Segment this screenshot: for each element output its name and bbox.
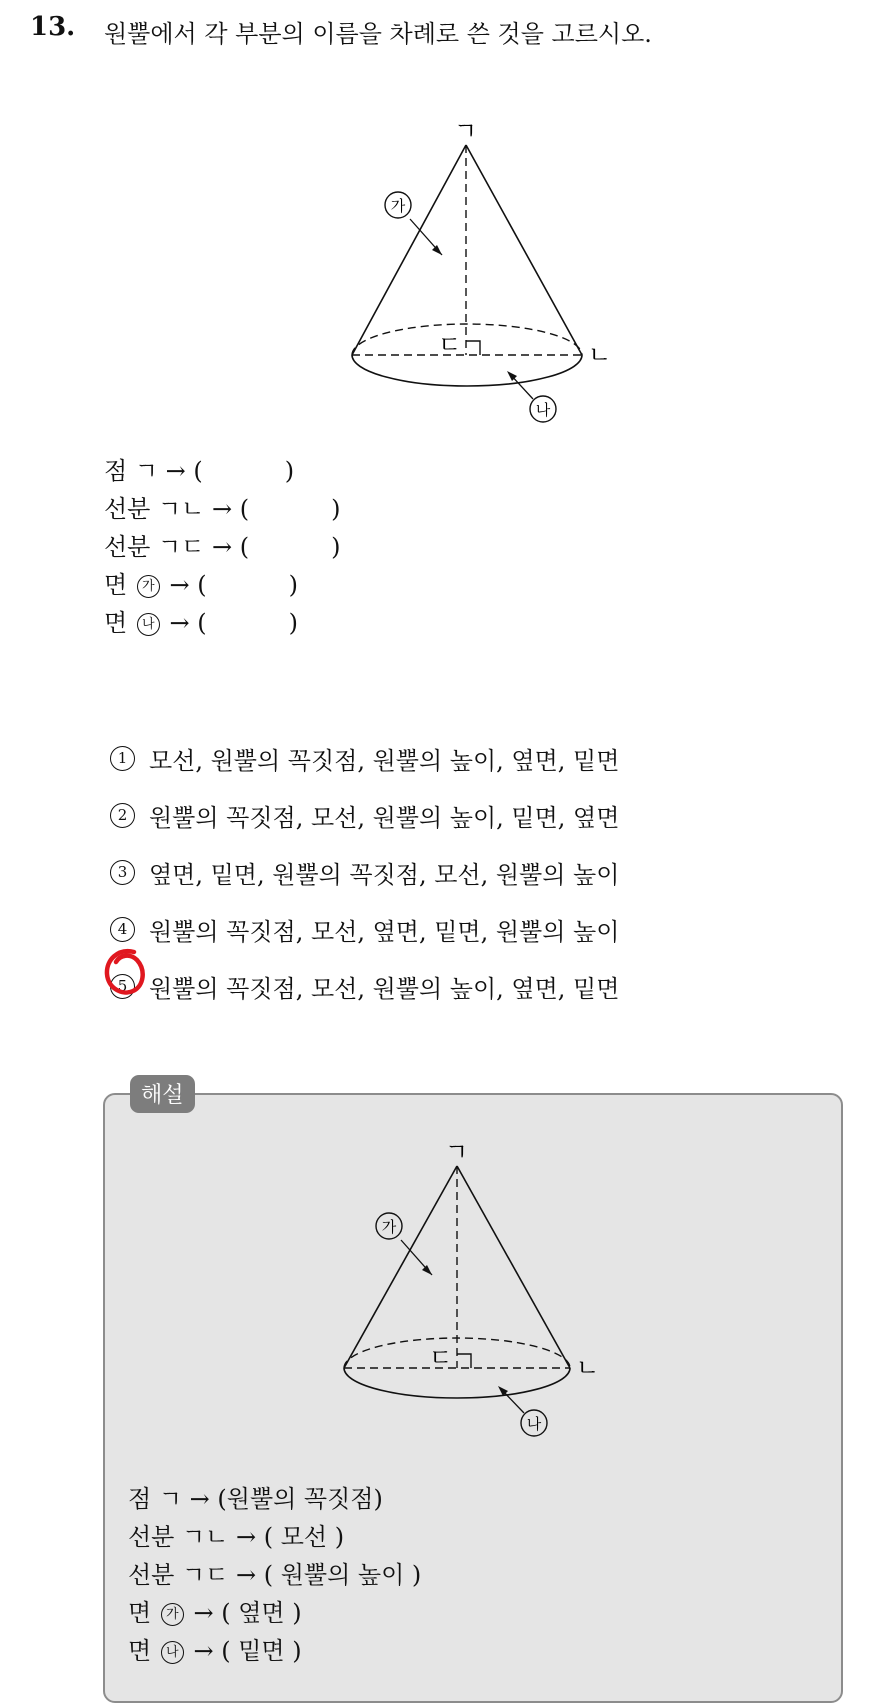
blank-open: ( <box>193 457 203 485</box>
arrow: → <box>193 1599 214 1627</box>
choice-number: 2 <box>110 803 135 828</box>
blank-term: 선분 ㄱㄴ → <box>104 495 233 523</box>
answer-row <box>128 1480 421 1518</box>
blank-close: ) <box>331 533 341 561</box>
center-label: ㄷ <box>429 1344 453 1372</box>
answer-value: (원뿔의 꼭짓점) <box>217 1485 383 1513</box>
blank-term: 선분 ㄱㄷ → <box>104 533 233 561</box>
answer-mark <box>100 946 152 1000</box>
explanation-cone-figure <box>330 1138 620 1448</box>
choice-text: 원뿔의 꼭짓점, 모선, 옆면, 밑면, 원뿔의 높이 <box>149 918 620 946</box>
apex-label: ㄱ <box>454 117 478 145</box>
answer-row <box>128 1556 421 1594</box>
blank-open: ( <box>239 533 250 561</box>
blank-term: 면 <box>104 609 128 637</box>
arrow: → <box>169 609 190 637</box>
circled-label: 가 <box>161 1603 184 1626</box>
answer-value: ( 밑면 ) <box>221 1637 302 1665</box>
choice-number: 1 <box>110 746 135 771</box>
blank-open: ( <box>197 609 207 637</box>
arrow: → <box>169 571 190 599</box>
lateral-label: 가 <box>381 1218 397 1236</box>
edge-label: ㄴ <box>576 1354 600 1382</box>
base-label: 나 <box>526 1415 542 1433</box>
explanation-tab: 해설 <box>130 1075 195 1113</box>
question-number: 13. <box>30 12 76 42</box>
choice-text: 원뿔의 꼭짓점, 모선, 원뿔의 높이, 옆면, 밑면 <box>149 975 620 1003</box>
answer-term: 점 ㄱ → <box>128 1485 210 1513</box>
blank-row <box>104 528 341 566</box>
answer-row <box>128 1594 421 1632</box>
blank-list <box>104 452 341 642</box>
blank-open: ( <box>239 495 250 523</box>
answer-row <box>128 1632 421 1670</box>
edge-label: ㄴ <box>588 341 612 369</box>
blank-row <box>104 566 341 604</box>
choice-text: 옆면, 밑면, 원뿔의 꼭짓점, 모선, 원뿔의 높이 <box>149 861 620 889</box>
answer-term: 면 <box>128 1599 152 1627</box>
apex-label: ㄱ <box>445 1138 469 1166</box>
blank-close: ) <box>284 457 295 485</box>
answer-value: ( 옆면 ) <box>221 1599 302 1627</box>
answer-term: 선분 ㄱㄷ → <box>128 1561 257 1589</box>
circled-label: 가 <box>137 575 160 598</box>
blank-row <box>104 452 341 490</box>
center-label: ㄷ <box>438 331 462 359</box>
blank-close: ) <box>288 571 298 599</box>
answer-value: ( 모선 ) <box>263 1523 345 1551</box>
lateral-label: 가 <box>390 197 406 215</box>
choice-number: 3 <box>110 860 135 885</box>
choice-2[interactable] <box>110 787 619 844</box>
blank-row <box>104 604 341 642</box>
question-text: 원뿔에서 각 부분의 이름을 차례로 쓴 것을 고르시오. <box>104 20 652 48</box>
blank-close: ) <box>331 495 341 523</box>
choice-text: 모선, 원뿔의 꼭짓점, 원뿔의 높이, 옆면, 밑면 <box>149 747 620 775</box>
answer-term: 면 <box>128 1637 152 1665</box>
blank-term: 점 ㄱ → <box>104 457 186 485</box>
choice-4[interactable] <box>110 901 619 958</box>
choice-number: 5 <box>110 974 135 999</box>
choice-text: 원뿔의 꼭짓점, 모선, 원뿔의 높이, 밑면, 옆면 <box>149 804 620 832</box>
blank-open: ( <box>197 571 207 599</box>
choice-number: 4 <box>110 917 135 942</box>
cone-figure <box>330 115 620 425</box>
answer-value: ( 원뿔의 높이 ) <box>263 1561 422 1589</box>
choice-list <box>110 730 619 1015</box>
blank-term: 면 <box>104 571 128 599</box>
answer-row <box>128 1518 421 1556</box>
base-label: 나 <box>535 401 551 419</box>
blank-row <box>104 490 341 528</box>
answer-list <box>128 1480 421 1670</box>
circled-label: 나 <box>137 613 160 636</box>
answer-term: 선분 ㄱㄴ → <box>128 1523 257 1551</box>
blank-close: ) <box>288 609 298 637</box>
choice-1[interactable] <box>110 730 619 787</box>
arrow: → <box>193 1637 214 1665</box>
choice-3[interactable] <box>110 844 619 901</box>
circled-label: 나 <box>161 1641 184 1664</box>
choice-5[interactable] <box>110 958 619 1015</box>
